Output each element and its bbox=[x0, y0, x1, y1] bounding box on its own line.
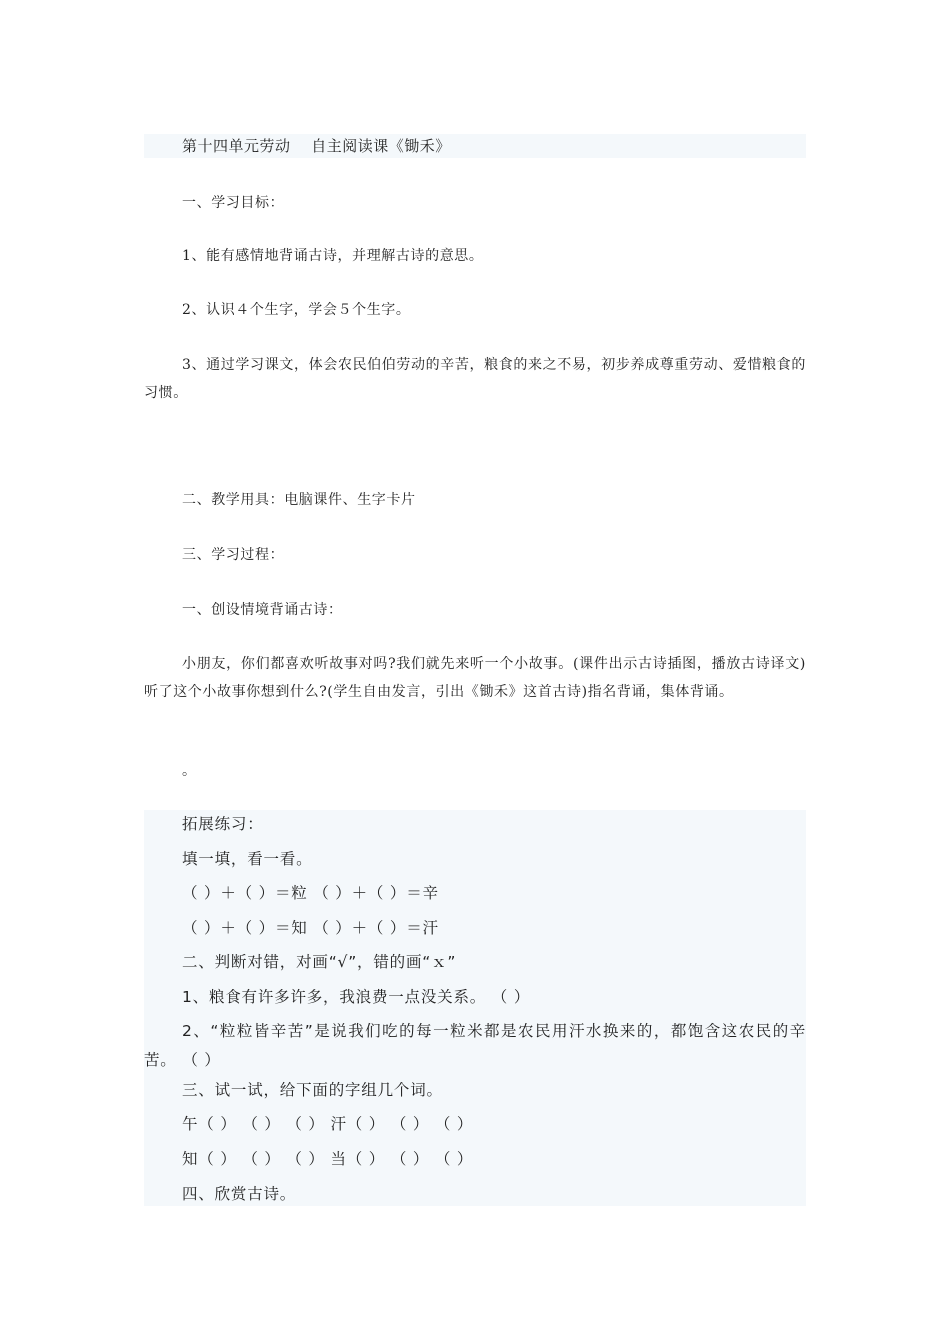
judge-item-1: 1、粮食有许多许多，我浪费一点没关系。 （ ） bbox=[182, 988, 531, 1006]
step-1-heading: 一、创设情境背诵古诗： bbox=[182, 602, 343, 618]
story-paragraph: 小朋友，你们都喜欢听故事对吗?我们就先来听一个小故事。(课件出示古诗插图，播放古诗译文)听了这个小故事你想到什么?(学生自由发言，引出《锄禾》这首古诗)指名背诵，集体背诵。 bbox=[144, 656, 806, 700]
extension-heading: 拓展练习： bbox=[182, 815, 264, 833]
words-row-1: 午（ ） （ ） （ ） 汗（ ） （ ） （ ） bbox=[182, 1115, 474, 1133]
process-heading: 三、学习过程： bbox=[182, 547, 285, 563]
goal-item-1: 1、能有感情地背诵古诗，并理解古诗的意思。 bbox=[182, 248, 484, 264]
judge-item-2: 2、“粒粒皆辛苦”是说我们吃的每一粒米都是农民用汗水换来的，都饱含这农民的辛苦。 （ ） bbox=[144, 1022, 806, 1069]
judge-heading: 二、判断对错，对画“√”，错的画“ｘ” bbox=[182, 953, 457, 971]
words-heading: 三、试一试，给下面的字组几个词。 bbox=[182, 1081, 443, 1099]
words-row-2: 知（ ） （ ） （ ） 当（ ） （ ） （ ） bbox=[182, 1150, 474, 1168]
goal-item-3: 3、通过学习课文，体会农民伯伯劳动的辛苦，粮食的来之不易，初步养成尊重劳动、爱惜粮食的习惯。 bbox=[144, 357, 806, 401]
fill-row-1: （ ）＋（ ）＝粒 （ ）＋（ ）＝辛 bbox=[182, 884, 439, 902]
lone-period: 。 bbox=[182, 763, 197, 779]
goal-item-2: 2、认识４个生字，学会５个生字。 bbox=[182, 302, 411, 318]
poem-heading: 四、欣赏古诗。 bbox=[182, 1185, 297, 1203]
fill-row-2: （ ）＋（ ）＝知 （ ）＋（ ）＝汗 bbox=[182, 919, 439, 937]
teaching-tools: 二、教学用具：电脑课件、生字卡片 bbox=[182, 492, 416, 508]
fill-heading: 填一填，看一看。 bbox=[182, 850, 313, 868]
page-title: 第十四单元劳动 自主阅读课《锄禾》 bbox=[182, 137, 451, 155]
goals-heading: 一、学习目标： bbox=[182, 195, 285, 211]
